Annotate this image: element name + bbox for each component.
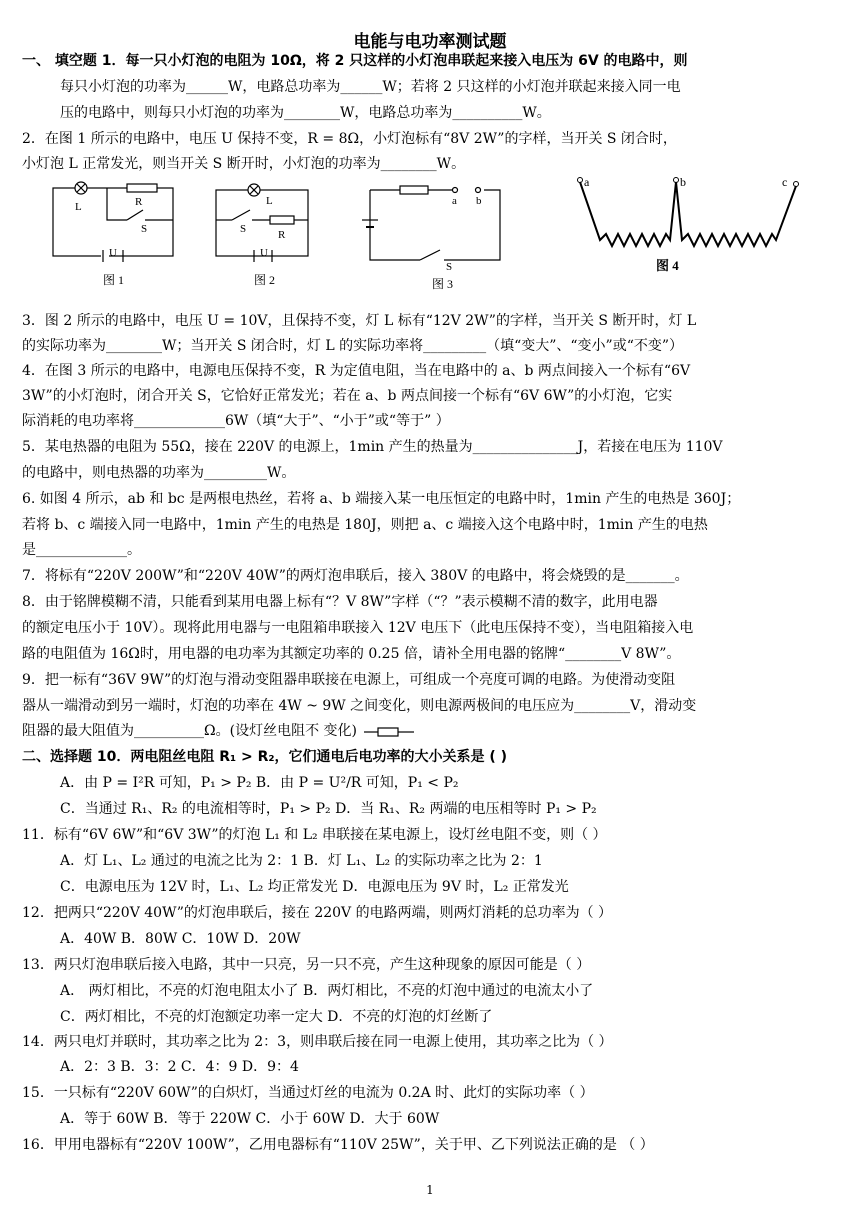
- text-line: 14．两只电灯并联时，其功率之比为 2：3，则串联后接在同一电源上使用，其功率之比为（ ）: [22, 1034, 613, 1050]
- text-line: 际消耗的电功率将_____________6W（填“大于”、“小于”或“等于” ）: [22, 413, 450, 429]
- label-b: b: [476, 195, 482, 207]
- text-line: 阻器的最大阻值为__________Ω。(设灯丝电阻不 变化): [22, 723, 357, 739]
- label-S: S: [446, 261, 453, 273]
- figure-caption: 图 4: [656, 258, 679, 273]
- figure-caption: 图 1: [103, 273, 125, 287]
- label-L: L: [266, 195, 273, 207]
- text-line: 13．两只灯泡串联后接入电路，其中一只亮，另一只不亮，产生这种现象的原因可能是（ ）: [22, 957, 591, 973]
- text-line: A． 两灯相比，不亮的灯泡电阻太小了 B．两灯相比，不亮的灯泡中通过的电流太小了: [60, 983, 594, 999]
- label-a: a: [452, 195, 457, 207]
- text-line: 12．把两只“220V 40W”的灯泡串联后，接在 220V 的电路两端，则两灯消耗的总功率为（ ）: [22, 905, 613, 921]
- text-line: C．电源电压为 12V 时，L₁、L₂ 均正常发光 D．电源电压为 9V 时，L₂ 正常发光: [60, 879, 569, 895]
- text-line: 的额定电压小于 10V）。现将此用电器与一电阻箱串联接入 12V 电压下（此电压保持不变），当电阻箱接入电: [22, 620, 694, 636]
- text-line: A．灯 L₁、L₂ 通过的电流之比为 2：1 B．灯 L₁、L₂ 的实际功率之比为 2：1: [60, 853, 543, 869]
- text-line: 器从一端滑动到另一端时，灯泡的功率在 4W ~ 9W 之间变化，则电源两极间的电压应为________V，滑动变: [22, 698, 697, 714]
- text-line: 的电路中，则电热器的功率为_________W。: [22, 465, 296, 481]
- text-line: 8．由于铭牌模糊不清，只能看到某用电器上标有“？V 8W”字样（“？”表示模糊不清的数字，此用电器: [22, 594, 658, 610]
- text-line: 若将 b、c 端接入同一电路中，1min 产生的电热是 180J，则把 a、c 端接入这个电路中时，1min 产生的电热: [22, 517, 708, 533]
- text-line: 一、 填空题 1．每一只小灯泡的电阻为 10Ω，将 2 只这样的小灯泡串联起来接入电压为 6V 的电路中，则: [22, 53, 688, 69]
- label-R: R: [278, 229, 286, 241]
- figure-caption: 图 3: [432, 277, 454, 291]
- figure-3-circuit: [360, 182, 520, 292]
- text-line: A．由 P = I²R 可知，P₁ > P₂ B．由 P = U²/R 可知，P₁ < P₂: [60, 775, 459, 791]
- resistor-icon: [364, 726, 414, 738]
- text-line: 15．一只标有“220V 60W”的白炽灯，当通过灯丝的电流为 0.2A 时、此灯的实际功率（ ）: [22, 1085, 594, 1101]
- text-line: 二、选择题 10．两电阻丝电阻 R₁ > R₂，它们通电后电功率的大小关系是 ( ): [22, 749, 508, 765]
- label-S: S: [240, 223, 247, 235]
- text-line: 7．将标有“220V 200W”和“220V 40W”的两灯泡串联后，接入 380V 的电路中，将会烧毁的是_______。: [22, 568, 689, 584]
- text-line: 11．标有“6V 6W”和“6V 3W”的灯泡 L₁ 和 L₂ 串联接在某电源上，设灯丝电阻不变，则（ ）: [22, 827, 607, 843]
- text-line: 3．图 2 所示的电路中，电压 U = 10V，且保持不变，灯 L 标有“12V 2W”的字样，当开关 S 断开时，灯 L: [22, 313, 697, 329]
- figure-1-circuit: [45, 180, 185, 290]
- text-line: 路的电阻值为 16Ω时，用电器的电功率为其额定功率的 0.25 倍，请补全用电器的铭牌“________V 8W”。: [22, 646, 681, 662]
- text-line: 压的电路中，则每只小灯泡的功率为________W，电路总功率为__________W。: [60, 105, 551, 121]
- page-number: 1: [426, 1183, 434, 1197]
- label-S: S: [141, 223, 148, 235]
- figure-4-resistance-wire: [570, 172, 820, 282]
- label-U: U: [109, 247, 117, 259]
- text-line: A．2：3 B．3：2 C．4：9 D．9：4: [60, 1059, 299, 1075]
- text-line: 小灯泡 L 正常发光，则当开关 S 断开时，小灯泡的功率为________W。: [22, 156, 466, 172]
- text-line: C．两灯相比，不亮的灯泡额定功率一定大 D．不亮的灯泡的灯丝断了: [60, 1009, 493, 1025]
- text-line: 2．在图 1 所示的电路中，电压 U 保持不变，R = 8Ω，小灯泡标有“8V 2W”的字样，当开关 S 闭合时，: [22, 131, 677, 147]
- text-line: 9．把一标有“36V 9W”的灯泡与滑动变阻器串联接在电源上，可组成一个亮度可调的电路。为使滑动变阻: [22, 672, 676, 688]
- label-a: a: [584, 175, 590, 189]
- text-line: 每只小灯泡的功率为______W，电路总功率为______W；若将 2 只这样的小灯泡并联起来接入同一电: [60, 79, 681, 95]
- text-line: 5．某电热器的电阻为 55Ω，接在 220V 的电源上，1min 产生的热量为_______________J，若接在电压为 110V: [22, 439, 723, 455]
- label-c: c: [782, 175, 788, 189]
- text-line: C．当通过 R₁、R₂ 的电流相等时，P₁ > P₂ D．当 R₁、R₂ 两端的电压相等时 P₁ > P₂: [60, 801, 597, 817]
- text-line: A．等于 60W B．等于 220W C．小于 60W D．大于 60W: [60, 1111, 440, 1127]
- text-line: 6. 如图 4 所示，ab 和 bc 是两根电热丝，若将 a、b 端接入某一电压恒定的电路中时，1min 产生的电热是 360J；: [22, 491, 741, 507]
- text-line: A．40W B．80W C．10W D．20W: [60, 931, 301, 947]
- page-title: 电能与电功率测试题: [353, 32, 507, 52]
- text-line: 的实际功率为________W；当开关 S 闭合时，灯 L 的实际功率将_________（填“变大”、“变小”或“不变”）: [22, 338, 684, 354]
- text-line: 4．在图 3 所示的电路中，电源电压保持不变，R 为定值电阻，当在电路中的 a、b 两点间接入一个标有“6V: [22, 363, 691, 379]
- text-line: 16．甲用电器标有“220V 100W”，乙用电器标有“110V 25W”，关于甲、乙下列说法正确的是 （ ）: [22, 1137, 654, 1153]
- figure-2-circuit: [210, 180, 320, 290]
- label-R: R: [135, 196, 143, 208]
- figure-caption: 图 2: [254, 273, 276, 287]
- label-U: U: [260, 247, 268, 259]
- text-line: 是_____________。: [22, 542, 141, 558]
- label-L: L: [75, 201, 82, 213]
- label-b: b: [680, 175, 686, 189]
- text-line: 3W”的小灯泡时，闭合开关 S，它恰好正常发光；若在 a、b 两点间接一个标有“6V 6W”的小灯泡，它实: [22, 388, 673, 404]
